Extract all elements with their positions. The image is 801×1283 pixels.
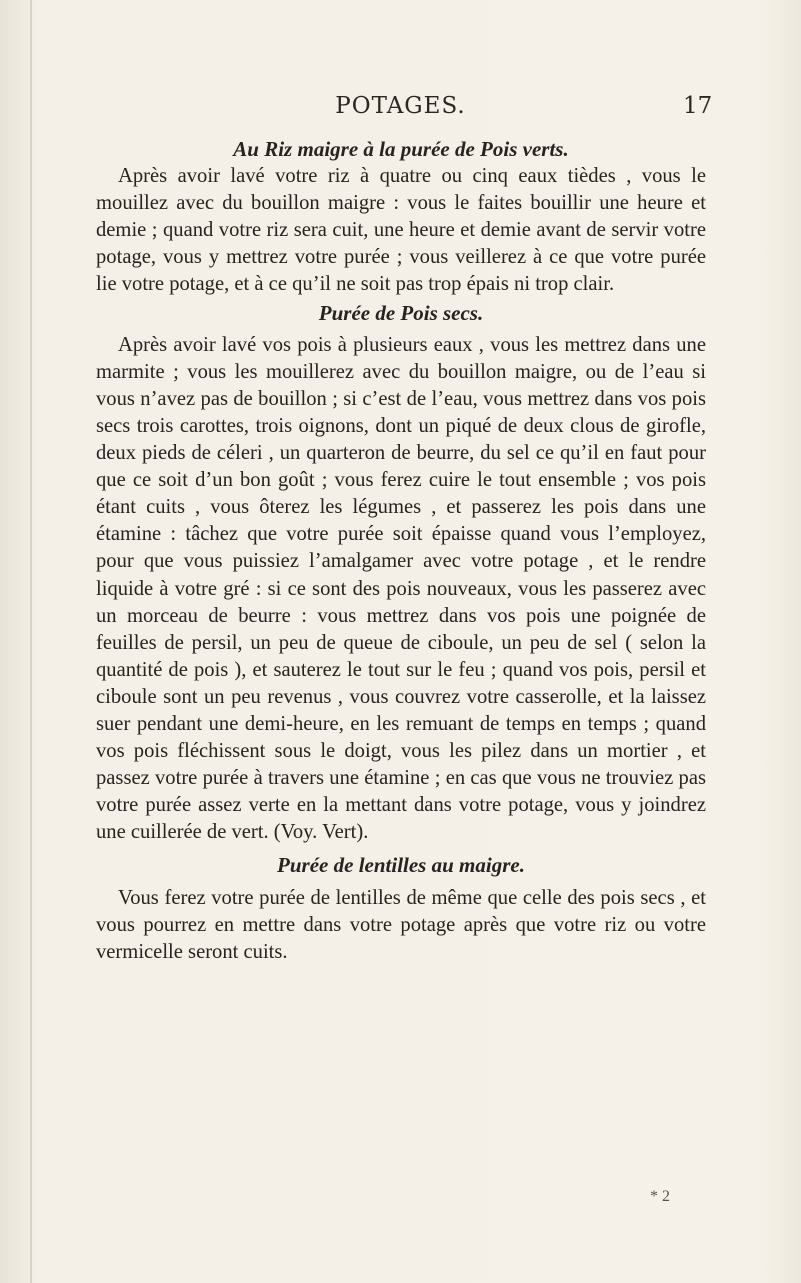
section-paragraph: Vous ferez votre purée de lentilles de même que celle des pois secs , et vous pourrez en mettre dans votre potage après que votre riz ou votre vermicelle seront cuits. bbox=[96, 886, 706, 963]
page-gutter bbox=[30, 0, 32, 1283]
section-title: Purée de lentilles au maigre. bbox=[277, 853, 525, 878]
page-header bbox=[0, 93, 801, 123]
page-text bbox=[96, 136, 706, 966]
signature-mark: * 2 bbox=[650, 1188, 670, 1205]
section-paragraph: Après avoir lavé vos pois à plusieurs eaux , vous les mettrez dans une marmite ; vous les mouillerez avec du bouillon maigre, ou de l’eau si vous n’avez pas de bouillon ; si c’est de l’eau, vous mettrez dans vos pois secs trois carottes, trois oignons, dont un piqué de deux clous de girofle, deux pieds de céleri , un quarteron de beurre, du sel ce qu’il en faut pour que ce soit d’un bon goût ; vous ferez cuire le tout ensemble ; vos pois étant cuits , vous ôterez les légumes , et passerez les pois dans une étamine : tâchez que votre purée soit épaisse quand vous l’employez, pour que vous puissiez l’amalgamer avec votre potage , et le rendre liquide à votre gré : si ce sont des pois nouveaux, vous les passerez avec un morceau de beurre : vous mettrez dans vos pois une poignée de feuilles de persil, un peu de queue de ciboule, un peu de sel ( selon la quantité de pois ), et sauterez le tout sur le feu ; quand vos pois, persil et ciboule sont un peu revenus , vous couvrez votre casserolle, et la laissez suer pendant une demi-heure, en les remuant de temps en temps ; quand vos pois fléchissent sous le doigt, vous les pilez dans un mortier , et passez votre purée à travers une étamine ; en cas que vous ne trouviez pas votre purée assez verte en la mettant dans votre potage, vous y joindrez une cuillerée de vert. (Voy. Vert). bbox=[96, 333, 706, 844]
section-title: Au Riz maigre à la purée de Pois verts. bbox=[233, 137, 569, 161]
section-paragraph: Après avoir lavé votre riz à quatre ou cinq eaux tièdes , vous le mouillez avec du bouillon maigre : vous le faites bouillir une heure et demie ; quand votre riz sera cuit, une heure et demie avant de servir votre potage, vous y mettrez votre purée ; vous veillerez à ce que votre purée lie votre potage, et à ce qu’il ne soit pas trop épais ni trop clair. bbox=[96, 165, 706, 296]
page-number: 17 bbox=[683, 93, 713, 119]
running-head: POTAGES. bbox=[335, 93, 466, 119]
section-title: Purée de Pois secs. bbox=[318, 300, 484, 325]
